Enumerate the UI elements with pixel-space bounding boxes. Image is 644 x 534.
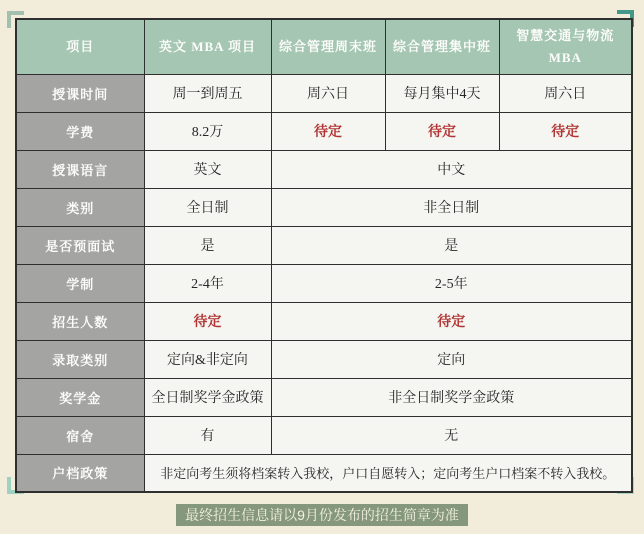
table-cell: 8.2万	[144, 112, 271, 150]
program-table-body	[16, 74, 632, 492]
table-cell: 定向	[271, 340, 632, 378]
row-label: 学制	[16, 264, 144, 302]
row-label: 录取类别	[16, 340, 144, 378]
table-row	[16, 226, 632, 264]
row-label: 户档政策	[16, 454, 144, 492]
table-cell: 非全日制奖学金政策	[271, 378, 632, 416]
table-cell: 周六日	[499, 74, 632, 112]
table-cell: 非全日制	[271, 188, 632, 226]
footer-note	[0, 504, 644, 526]
table-cell: 2-4年	[144, 264, 271, 302]
table-row	[16, 302, 632, 340]
row-label: 是否预面试	[16, 226, 144, 264]
row-label: 类别	[16, 188, 144, 226]
table-cell: 待定	[271, 112, 385, 150]
table-row	[16, 188, 632, 226]
table-cell: 2-5年	[271, 264, 632, 302]
table-cell: 每月集中4天	[385, 74, 499, 112]
row-label: 学费	[16, 112, 144, 150]
table-row	[16, 378, 632, 416]
table-cell: 定向&非定向	[144, 340, 271, 378]
table-cell: 全日制	[144, 188, 271, 226]
table-cell: 中文	[271, 150, 632, 188]
table-cell: 是	[144, 226, 271, 264]
table-cell: 待定	[385, 112, 499, 150]
table-cell: 周六日	[271, 74, 385, 112]
column-header-english-mba: 英文 MBA 项目	[144, 19, 271, 74]
table-cell: 待定	[144, 302, 271, 340]
table-row	[16, 112, 632, 150]
table-row	[16, 416, 632, 454]
column-header-intensive-class: 综合管理集中班	[385, 19, 499, 74]
table-cell: 英文	[144, 150, 271, 188]
table-header-row	[16, 19, 632, 74]
row-label: 授课时间	[16, 74, 144, 112]
column-header-weekend-class: 综合管理周末班	[271, 19, 385, 74]
table-row	[16, 340, 632, 378]
row-label: 授课语言	[16, 150, 144, 188]
table-cell: 待定	[271, 302, 632, 340]
mba-program-comparison-table	[15, 18, 633, 493]
column-header-item: 项目	[16, 19, 144, 74]
table-cell: 有	[144, 416, 271, 454]
row-label: 宿舍	[16, 416, 144, 454]
row-label: 招生人数	[16, 302, 144, 340]
table-row	[16, 454, 632, 492]
table-cell: 周一到周五	[144, 74, 271, 112]
footer-note-text: 最终招生信息请以9月份发布的招生简章为准	[176, 504, 468, 526]
table-cell: 非定向考生须将档案转入我校，户口自愿转入；定向考生户口档案不转入我校。	[144, 454, 632, 492]
table-cell: 待定	[499, 112, 632, 150]
table-cell: 全日制奖学金政策	[144, 378, 271, 416]
table-row	[16, 74, 632, 112]
column-header-transport-logistics-mba: 智慧交通与物流 MBA	[499, 19, 632, 74]
row-label: 奖学金	[16, 378, 144, 416]
table-row	[16, 264, 632, 302]
table-cell: 无	[271, 416, 632, 454]
table-row	[16, 150, 632, 188]
table-cell: 是	[271, 226, 632, 264]
